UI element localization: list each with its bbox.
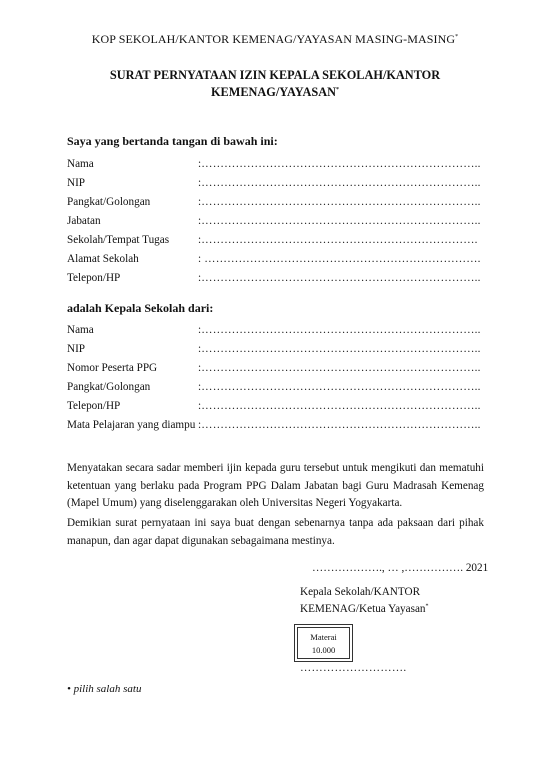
footnote: • pilih salah satu [67,683,142,695]
field-fill-line: :……………………………………………………………….. [198,400,481,412]
field-fill-line: :……………………………………………………………….. [198,177,481,189]
field-fill-line: : ………………………………………………………………. [198,253,481,265]
signer-title [300,584,429,618]
field-fill-line: :………………………………………………………………. [198,234,478,246]
signer-title-line-2: KEMENAG/Ketua Yayasan* [300,603,429,615]
signer-field-sekolah [67,233,487,248]
field-label: Telepon/HP [67,400,121,412]
letterhead-asterisk: * [455,34,459,40]
field-label: Telepon/HP [67,272,121,284]
field-label: Sekolah/Tempat Tugas [67,234,170,246]
field-label: Alamat Sekolah [67,253,139,265]
document-title [60,67,490,101]
stamp-box [294,624,353,662]
field-label: Nama [67,324,94,336]
signer-field-pangkat [67,195,487,210]
statement-paragraph: Menyatakan secara sadar memberi ijin kepada guru tersebut untuk mengikuti dan mematuhi ketentuan yang berlaku pada Program PPG Dalam Jabatan bagi Guru Madrasah Kemenag (Mapel Umum) yang diselenggarakan oleh Universitas Negeri Yogyakarta. [67,462,484,509]
section-heading-signer: Saya yang bertanda tangan di bawah ini: [67,134,278,148]
signature-name-line: ………………………. [300,662,407,674]
signer-field-alamat [67,252,487,267]
field-fill-line: :……………………………………………………………….. [198,215,481,227]
signer-title-line-1: Kepala Sekolah/KANTOR [300,586,421,598]
field-fill-line: :……………………………………………………………….. [198,362,481,374]
title-line-2: KEMENAG/YAYASAN* [210,85,340,99]
field-label: Mata Pelajaran yang diampu [67,419,196,431]
field-fill-line: :……………………………………………………………….. [198,381,481,393]
signer-asterisk: * [425,603,429,610]
field-fill-line: :……………………………………………………………….. [198,272,481,284]
field-fill-line: :……………………………………………………………….. [198,196,481,208]
title-line-1: SURAT PERNYATAAN IZIN KEPALA SEKOLAH/KANTOR [109,68,441,82]
teacher-field-mapel [67,418,487,433]
signer-field-jabatan [67,214,487,229]
teacher-field-nip [67,342,487,357]
closing-paragraph: Demikian surat pernyataan ini saya buat dengan sebenarnya tanpa ada paksaan dari pihak manapun, dan agar dapat digunakan sebagaimana mestinya. [67,517,484,547]
stamp-label: Materai [310,632,337,642]
letterhead-placeholder [0,32,550,47]
teacher-field-nama [67,323,487,338]
signer-field-telepon [67,271,487,286]
date-line: ………………., … ,……………. 2021 [312,562,489,574]
field-label: Nama [67,158,94,170]
field-label: Jabatan [67,215,101,227]
field-fill-line: :……………………………………………………………….. [198,324,481,336]
field-label: Nomor Peserta PPG [67,362,158,374]
stamp-inner-box [297,627,350,659]
teacher-field-pangkat [67,380,487,395]
field-label: Pangkat/Golongan [67,196,151,208]
teacher-field-telepon [67,399,487,414]
field-label: NIP [67,343,86,355]
signer-field-nama [67,157,487,172]
field-fill-line: :……………………………………………………………….. [198,343,481,355]
section-heading-teacher: adalah Kepala Sekolah dari: [67,301,214,315]
field-fill-line: :……………………………………………………………….. [198,419,481,431]
signer-field-nip [67,176,487,191]
teacher-field-nomor-peserta [67,361,487,376]
letterhead-text: KOP SEKOLAH/KANTOR KEMENAG/YAYASAN MASING-MASING [91,32,456,46]
title-asterisk: * [336,86,340,93]
stamp-value: 10.000 [311,645,336,655]
field-label: NIP [67,177,86,189]
field-label: Pangkat/Golongan [67,381,151,393]
field-fill-line: :……………………………………………………………….. [198,158,481,170]
